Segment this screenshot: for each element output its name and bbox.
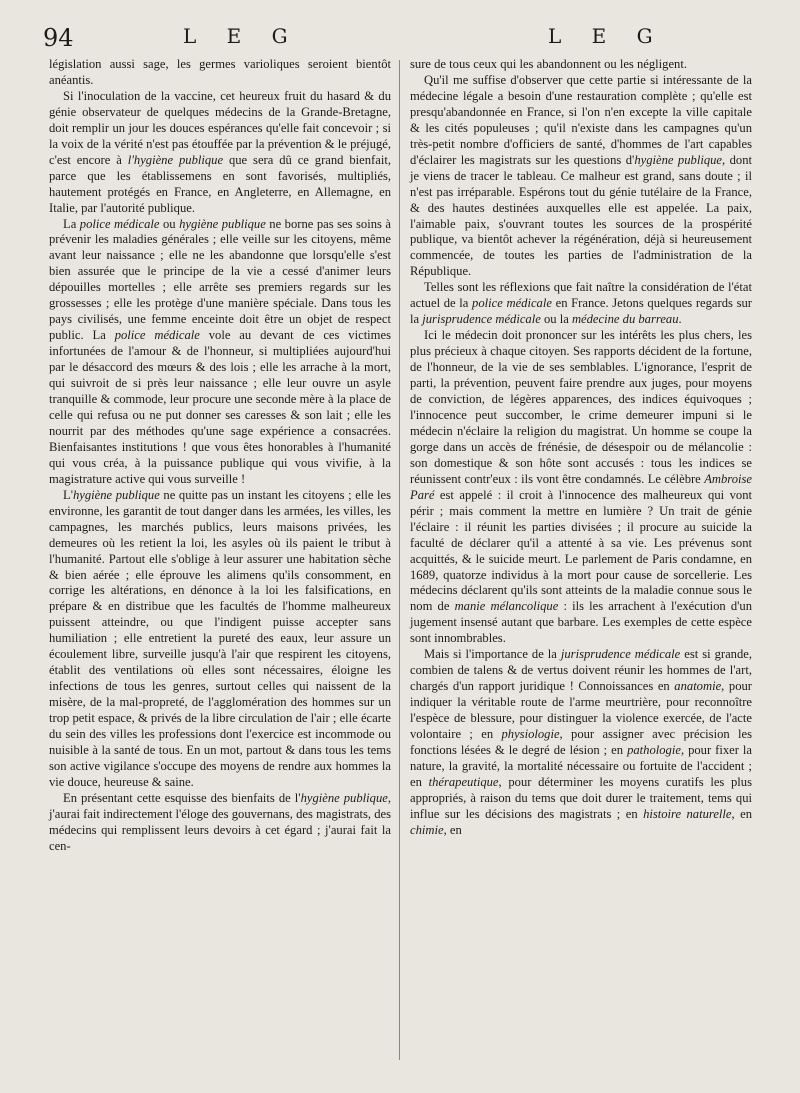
text-run: en France. Jetons quelques regards sur la: [410, 296, 752, 327]
text-run: est si grande, combien de talens & de vertus doivent réunir les hommes de l'art, chargés d'un rapport juridique ! Connoissances en: [410, 647, 752, 694]
paragraph: [49, 217, 391, 488]
italic-term: pathologie: [627, 742, 681, 757]
italic-term: thérapeutique: [428, 774, 499, 789]
text-run: sure de tous ceux qui les abandonnent ou les négligent.: [410, 57, 687, 71]
text-run: .: [678, 312, 682, 327]
paragraph: [410, 280, 752, 328]
text-run: que sera dû ce grand bienfait, parce que les établissemens en sont favorisés, multipliés, hautement protégés en France, en Angleterre, en Allemagne, en Italie, par l'autorité publique.: [49, 152, 391, 215]
text-run: vole au devant de ces victimes infortunées de l'amour & de l'honneur, si multipliées aujourd'hui par le désaccord des mœurs & des lois ; elle les arrache à la mort, qui suivroit de si près leur naissance ; elle leur ouvre un asyle tranquille & commode, leur procure une seconde mère à la place de celle qui refusa ou ne put donner ses caresses & son lait ; elle les nourrit par des méthodes qu'une sage expérience a consacrées. Bienfaisantes institutions ! que vous êtes honorables à l'humanité qui vous créa, à la puissance publique qui vous vivifie, à la magistrature active qui vous surveille !: [49, 328, 391, 486]
italic-term: police médicale: [79, 216, 160, 231]
text-run: , pour indiquer la véritable route de l'arme meurtrière, pour reconnoître l'espèce de blessure, pour distinguer la violence exercée, de l'acte volontaire ; en: [410, 679, 752, 742]
italic-term: histoire naturelle: [643, 806, 732, 821]
italic-term: hygiène publique: [72, 487, 160, 502]
text-run: Qu'il me suffise d'observer que cette partie si intéressante de la médecine légale a besoin d'une restauration complète ; qu'elle est presqu'abandonnée en France, si l'on n'en excepte la ville capitale & les cités populeuses ; qu'il n'existe dans les campagnes qu'un très-petit nombre d'officiers de santé, d'hommes de l'art capables d'éclairer les magistrats sur les questions d': [410, 72, 752, 167]
text-run: , pour déterminer les moyens curatifs les plus appropriés, à raison du tems que doit durer le traitement, tems qui influe sur les décisions des magistrats ; en: [410, 774, 752, 821]
text-run: , pour assigner avec précision les fonctions lésées & le degré de lésion ; en: [410, 727, 752, 757]
italic-term: hygiène publique: [634, 152, 722, 167]
italic-term: manie mélancolique: [454, 599, 559, 614]
paragraph: [49, 57, 391, 89]
italic-term: anatomie: [674, 679, 722, 694]
italic-term: hygiène publique: [179, 216, 266, 231]
text-run: , en: [731, 806, 752, 821]
italic-term: l'hygiène publique: [127, 152, 224, 167]
text-run: L': [63, 487, 73, 502]
text-run: La: [63, 216, 80, 231]
column-divider: [399, 60, 400, 1060]
italic-term: chimie: [410, 822, 444, 837]
text-run: , en: [443, 822, 462, 837]
text-run: Mais si l'importance de la: [424, 647, 561, 662]
left-column: [49, 57, 391, 855]
italic-term: police médicale: [114, 328, 200, 343]
page-number: 94: [43, 24, 74, 52]
paragraph: [410, 57, 752, 73]
text-run: ne borne pas ses soins à prévenir les maladies générales ; elle veille sur les citoyens, même avant leur naissance ; elle ne les abandonne que lorsqu'elle s'est bien assurée que le principe de la vie a cessé d'animer leurs dépouilles mortelles ; elle arrête ses premiers regards sur les grossesses ; elle les protège d'une manière spéciale. Dans tous les pays civilisés, une femme enceinte doit être un objet de respect public. La: [49, 216, 391, 343]
text-run: : ils les arrachent à l'exécution d'un jugement insensé autant que barbare. Les exemples de cette espèce sont innombrables.: [410, 599, 752, 646]
italic-term: jurisprudence médicale: [560, 647, 681, 662]
italic-term: jurisprudence médicale: [422, 312, 541, 327]
page-header: [0, 22, 800, 52]
text-run: , j'aurai fait indirectement l'éloge des gouvernans, des magistrats, des médecins qui remplissent leurs devoirs à cet égard ; j'aurai fait la cen-: [49, 790, 391, 853]
text-run: ne quitte pas un instant les citoyens ; elle les environne, les garantit de tout danger dans les armées, les villes, les campagnes, les marchés publics, leurs maisons privées, les demeures où les retient la loi, les asyles où ils paient le tribut à l'humanité. Partout elle s'oblige à leur assurer une habitation sèche & bien aérée ; elle éprouve les alimens qu'ils consomment, en corrige les altérations, en dénonce à la loi les falsifications, en prépare & en distribue que les facultés de l'homme malheureux puissent atteindre, ou que l'indigent puisse accepter sans humiliation ; elle entretient la pureté des eaux, leur assure un écoulement libre, surveille jusqu'à l'air que respirent les citoyens, établit des ventilations où elles sont nécessaires, éloigne les infections de tous les genres, surtout celles qui naissent de la misère, de la mal-propreté, de l'agglomération des hommes sur un trop petit espace, & privés de la libre circulation de l'air ; elle écarte du sein des villes les professions dont l'exercice est incommode ou nuisible à la santé de tous. En un mot, partout & dans tous les tems son active vigilance s'occupe des moyens de rendre aux hommes la vie douce, heureuse & saine.: [49, 487, 391, 789]
italic-term: Ambroise Paré: [410, 471, 752, 502]
text-run: Si l'inoculation de la vaccine, cet heureux fruit du hasard & du génie observateur de quelques médecins de la Grande-Bretagne, doit remplir un jour les douces espérances qu'elle fait concevoir ; si la voix de la vérité n'est pas étouffée par la prévention & le préjugé, c'est encore à: [49, 88, 391, 167]
text-run: , dont je viens de tracer le tableau. Ce malheur est grand, sans doute ; il n'est pas irréparable. Espérons tout du génie tutélaire de la France, & des hautes destinées auxquelles elle est appelée. La paix, l'aimable paix, s'ouvrant toutes les sources de la prospérité publique, va bientôt achever la régénération, déjà si heureusement commencée, de toutes les parties de l'administration de la République.: [410, 152, 752, 279]
text-run: En présentant cette esquisse des bienfaits de l': [63, 790, 301, 805]
text-run: législation aussi sage, les germes varioliques seroient bientôt anéantis.: [49, 57, 391, 87]
paragraph: [410, 73, 752, 280]
paragraph: [410, 647, 752, 838]
paragraph: [49, 488, 391, 791]
running-head-left: L E G: [183, 24, 300, 48]
italic-term: hygiène publique: [300, 790, 388, 805]
paragraph: [410, 328, 752, 647]
paragraph: [49, 89, 391, 217]
text-run: , pour fixer la nature, la gravité, la mortalité nécessaire ou fortuite de l'accident ; en: [410, 742, 753, 789]
italic-term: médecine du barreau: [571, 312, 679, 327]
text-run: est appelé : il croit à l'innocence des malheureux qui vont périr ; mais comment la mettre en lumière ? Un trait de génie l'éclaire : il réunit les parties divisées ; il procure au suicide la faculté de déclarer qu'il a attenté à sa vie. Les prévenus sont acquittés, & le suicide meurt. Le parlement de Paris condamne, en 1689, quatorze individus à la mort pour cause de sorcellerie. Les médecins déclarent qu'ils sont atteints de la maladie connue sous le nom de: [410, 487, 752, 614]
paragraph: [49, 791, 391, 855]
right-column: [410, 57, 752, 839]
italic-term: physiologie: [501, 727, 560, 742]
running-head-right: L E G: [548, 24, 665, 48]
text-run: Telles sont les réflexions que fait naître la considération de l'état actuel de la: [410, 280, 752, 311]
text-run: ou la: [540, 312, 572, 327]
text-run: Ici le médecin doit prononcer sur les intérêts les plus chers, les plus précieux à chaque citoyen. Ses rapports décident de la fortune, de l'honneur, de la vie de ses semblables. L'ignorance, l'esprit de parti, la prévention, peuvent faire prendre aux juges, pour moyens de conviction, de légères apparences, des indices équivoques ; l'innocence peut succomber, le crime demeurer impuni si le médecin n'éclaire la religion du magistrat. Un homme se coupe la gorge dans un accès de frénésie, de désespoir ou de mélancolie : son domestique & son hôte sont accusés : tous les indices se réunissent contr'eux : ils vont être condamnés. Le célèbre: [410, 328, 752, 486]
text-run: ou: [159, 216, 180, 231]
italic-term: police médicale: [472, 296, 552, 311]
